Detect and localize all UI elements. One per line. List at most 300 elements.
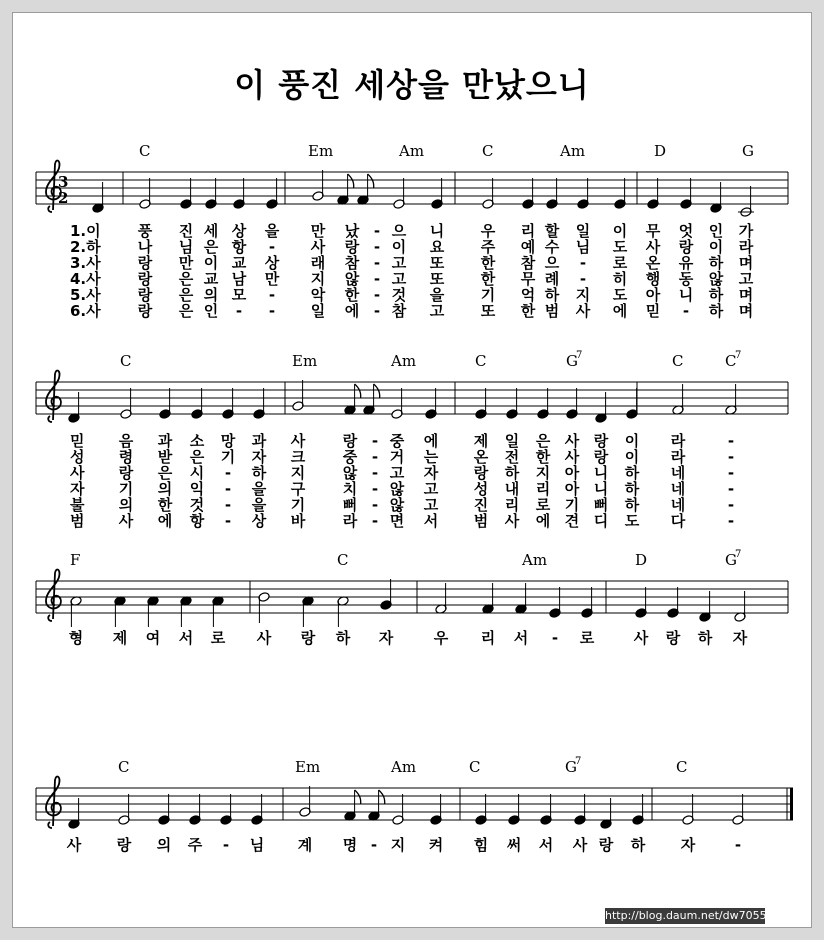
lyric-syllable: 상 — [264, 254, 280, 272]
lyric-syllable: 에 — [612, 302, 628, 320]
lyric-syllable: 주 — [480, 238, 496, 256]
lyric-syllable: - — [727, 480, 735, 498]
lyric-syllable: 에 — [535, 512, 551, 530]
time-signature-bottom: 2 — [58, 189, 69, 207]
lyric-syllable: 행 — [645, 270, 661, 288]
lyric-syllable: 무 — [520, 270, 536, 288]
lyric-syllable: 랑 — [593, 432, 609, 450]
lyric-syllable: - — [370, 836, 378, 854]
chord-symbol: Am — [391, 352, 417, 370]
lyric-syllable: 구 — [290, 480, 306, 498]
lyric-syllable: 만 — [178, 254, 194, 272]
lyric-syllable: 사 — [118, 512, 134, 530]
lyric-syllable: 기 — [118, 480, 134, 498]
lyric-syllable: - — [373, 270, 381, 288]
lyric-syllable: 을 — [429, 286, 445, 304]
song-title: 이 풍진 세상을 만났으니 — [234, 66, 590, 104]
lyric-syllable: 사 — [256, 629, 272, 647]
lyric-syllable: 다 — [670, 512, 686, 530]
chord-symbol: C — [672, 352, 684, 370]
lyric-syllable: 제 — [112, 629, 128, 647]
lyric-syllable: 을 — [251, 480, 267, 498]
lyric-syllable: 가 — [738, 222, 754, 240]
lyric-syllable: 이 — [612, 222, 628, 240]
lyric-syllable: 의 — [118, 496, 134, 514]
lyric-syllable: 중 — [389, 432, 405, 450]
lyric-syllable: 랑 — [137, 270, 153, 288]
lyric-syllable: 풍 — [137, 222, 153, 240]
lyric-syllable: 2.하 — [70, 238, 101, 256]
lyric-syllable: 은 — [178, 286, 194, 304]
lyric-syllable: 하 — [335, 629, 351, 647]
lyric-syllable: 서 — [513, 629, 529, 647]
lyric-syllable: 리 — [520, 222, 536, 240]
lyric-syllable: 사 — [575, 302, 591, 320]
eighth-flag — [348, 174, 354, 188]
lyric-syllable: 받 — [157, 448, 173, 466]
lyric-syllable: 이 — [391, 238, 407, 256]
lyric-syllable: 사 — [310, 238, 326, 256]
lyric-syllable: 자 — [251, 448, 267, 466]
lyric-syllable: 우 — [480, 222, 496, 240]
lyric-syllable: 자 — [70, 480, 85, 498]
eighth-flag — [374, 384, 380, 398]
lyric-syllable: - — [579, 270, 587, 288]
lyric-syllable: 않 — [342, 464, 358, 482]
lyric-syllable: 고 — [391, 270, 407, 288]
lyric-syllable: 의 — [156, 836, 172, 854]
lyric-syllable: 계 — [297, 836, 313, 854]
lyric-syllable: 내 — [504, 480, 520, 498]
lyric-syllable: 것 — [391, 286, 407, 304]
lyric-syllable: - — [551, 629, 559, 647]
lyric-syllable: 사 — [645, 238, 661, 256]
lyric-syllable: 모 — [231, 286, 247, 304]
lyric-syllable: 라 — [670, 432, 686, 450]
lyric-syllable: 기 — [480, 286, 496, 304]
lyric-syllable: 랑 — [678, 238, 694, 256]
lyric-syllable: 형 — [68, 629, 84, 647]
lyric-syllable: 교 — [231, 254, 247, 272]
lyric-syllable: 지 — [290, 464, 306, 482]
lyric-syllable: 랑 — [344, 238, 360, 256]
lyric-syllable: 범 — [544, 302, 560, 320]
lyric-syllable: 랑 — [593, 448, 609, 466]
chord-symbol: G — [566, 352, 578, 370]
lyric-syllable: - — [727, 512, 735, 530]
lyric-syllable: - — [371, 480, 379, 498]
lyric-syllable: 이 — [624, 448, 640, 466]
chord-superscript: 7 — [735, 350, 742, 361]
lyric-syllable: 상 — [251, 512, 267, 530]
lyric-syllable: 랑 — [137, 286, 153, 304]
chord-symbol: C — [469, 758, 481, 776]
lyric-syllable: 에 — [344, 302, 360, 320]
lyric-syllable: 하 — [624, 496, 640, 514]
lyric-syllable: 기 — [564, 496, 580, 514]
lyric-syllable: - — [224, 464, 232, 482]
lyric-syllable: 불 — [70, 496, 85, 514]
lyric-syllable: 네 — [670, 496, 686, 514]
lyric-syllable: - — [373, 254, 381, 272]
lyric-syllable: 참 — [520, 254, 536, 272]
lyric-syllable: 일 — [575, 222, 591, 240]
lyric-syllable: 랑 — [598, 836, 614, 854]
lyric-syllable: 은 — [178, 270, 194, 288]
lyric-syllable: 사 — [70, 464, 85, 482]
lyric-syllable: 네 — [670, 464, 686, 482]
chord-symbol: Em — [308, 142, 334, 160]
lyric-syllable: - — [371, 448, 379, 466]
lyric-syllable: 거 — [389, 448, 405, 466]
lyric-syllable: 랑 — [665, 629, 681, 647]
lyric-syllable: 을 — [251, 496, 267, 514]
lyric-syllable: 리 — [480, 629, 496, 647]
chord-symbol: C — [676, 758, 688, 776]
lyric-syllable: 한 — [157, 496, 173, 514]
lyric-syllable: - — [373, 286, 381, 304]
lyric-syllable: 랑 — [118, 464, 134, 482]
lyric-syllable: 이 — [203, 254, 219, 272]
lyric-syllable: - — [727, 496, 735, 514]
lyric-syllable: 써 — [506, 836, 522, 854]
lyric-syllable: 로 — [210, 629, 226, 647]
lyric-syllable: 전 — [504, 448, 520, 466]
lyric-syllable: 래 — [310, 254, 326, 272]
chord-superscript: 7 — [576, 350, 583, 361]
eighth-flag — [379, 790, 385, 804]
chord-symbol: C — [482, 142, 494, 160]
lyric-syllable: 서 — [538, 836, 554, 854]
lyric-syllable: - — [371, 432, 379, 450]
lyric-syllable: 사 — [633, 629, 649, 647]
lyric-syllable: 아 — [564, 464, 580, 482]
lyric-syllable: 성 — [473, 480, 489, 498]
chord-symbol: C — [337, 551, 349, 569]
chord-symbol: C — [725, 352, 737, 370]
lyric-syllable: 하 — [251, 464, 267, 482]
lyric-syllable: 니 — [593, 480, 609, 498]
lyric-syllable: 은 — [203, 238, 219, 256]
lyric-syllable: 음 — [118, 432, 134, 450]
lyric-syllable: 4.사 — [70, 270, 101, 288]
lyric-syllable: 않 — [708, 270, 724, 288]
lyric-syllable: - — [235, 302, 243, 320]
lyric-syllable: 리 — [504, 496, 520, 514]
lyric-syllable: 않 — [344, 270, 360, 288]
lyric-syllable: 엇 — [678, 222, 694, 240]
lyric-syllable: 지 — [390, 836, 406, 854]
lyric-syllable: - — [268, 238, 276, 256]
lyric-syllable: 항 — [189, 512, 205, 530]
lyric-syllable: 하 — [708, 254, 724, 272]
lyric-syllable: 인 — [203, 302, 219, 320]
lyric-syllable: 소 — [189, 432, 205, 450]
lyric-syllable: 으 — [544, 254, 560, 272]
lyric-syllable: 수 — [544, 238, 560, 256]
lyric-syllable: 3.사 — [70, 254, 101, 272]
lyric-syllable: 기 — [220, 448, 236, 466]
lyric-syllable: 남 — [231, 270, 247, 288]
lyric-syllable: 하 — [624, 464, 640, 482]
lyric-syllable: 나 — [137, 238, 153, 256]
lyric-syllable: - — [224, 512, 232, 530]
lyric-syllable: - — [727, 464, 735, 482]
lyric-syllable: 의 — [203, 286, 219, 304]
lyric-syllable: 은 — [189, 448, 205, 466]
lyric-syllable: 랑 — [137, 254, 153, 272]
chord-symbol: C — [475, 352, 487, 370]
lyric-syllable: 켜 — [428, 836, 444, 854]
lyric-syllable: 니 — [678, 286, 694, 304]
lyric-syllable: 온 — [473, 448, 489, 466]
lyric-syllable: 로 — [612, 254, 628, 272]
lyric-syllable: 인 — [708, 222, 724, 240]
lyric-syllable: 이 — [624, 432, 640, 450]
lyric-syllable: 고 — [423, 496, 439, 514]
chord-symbol: Am — [560, 142, 586, 160]
lyric-syllable: - — [371, 464, 379, 482]
lyric-syllable: 니 — [429, 222, 445, 240]
lyric-syllable: 진 — [178, 222, 194, 240]
lyric-syllable: 의 — [157, 480, 173, 498]
lyric-syllable: 고 — [391, 254, 407, 272]
lyric-syllable: 제 — [473, 432, 489, 450]
lyric-syllable: 하 — [504, 464, 520, 482]
lyric-syllable: 하 — [544, 286, 560, 304]
lyric-syllable: 참 — [391, 302, 407, 320]
lyric-syllable: 또 — [480, 302, 496, 320]
lyric-syllable: 성 — [70, 448, 85, 466]
lyric-syllable: 리 — [535, 480, 551, 498]
lyric-syllable: 하 — [624, 480, 640, 498]
lyric-syllable: 믿 — [70, 432, 85, 450]
final-bar-thick — [790, 788, 793, 820]
lyric-syllable: 디 — [593, 512, 609, 530]
lyric-syllable: 우 — [433, 629, 449, 647]
chord-symbol: D — [635, 551, 648, 569]
lyric-syllable: 또 — [429, 270, 445, 288]
lyric-syllable: 익 — [189, 480, 205, 498]
lyric-syllable: - — [371, 512, 379, 530]
lyric-syllable: 로 — [579, 629, 595, 647]
lyric-syllable: 령 — [118, 448, 134, 466]
lyric-syllable: 에 — [423, 432, 439, 450]
eighth-flag — [368, 174, 374, 188]
lyric-syllable: 것 — [189, 496, 205, 514]
lyric-syllable: 예 — [520, 238, 536, 256]
lyric-syllable: 니 — [593, 464, 609, 482]
lyric-syllable: 자 — [680, 836, 696, 854]
lyric-syllable: 며 — [738, 302, 754, 320]
lyric-syllable: - — [727, 432, 735, 450]
lyric-syllable: 일 — [504, 432, 520, 450]
lyric-syllable: 교 — [203, 270, 219, 288]
lyric-syllable: 바 — [290, 512, 306, 530]
lyric-syllable: - — [222, 836, 230, 854]
lyric-syllable: 세 — [203, 222, 219, 240]
eighth-flag — [355, 790, 361, 804]
lyric-syllable: 님 — [178, 238, 194, 256]
lyric-syllable: 로 — [535, 496, 551, 514]
lyric-syllable: 범 — [473, 512, 489, 530]
chord-symbol: C — [139, 142, 151, 160]
lyric-syllable: 났 — [344, 222, 360, 240]
lyric-syllable: 은 — [535, 432, 551, 450]
lyric-syllable: 않 — [389, 496, 405, 514]
lyric-syllable: 믿 — [645, 302, 661, 320]
lyric-syllable: 을 — [264, 222, 280, 240]
eighth-flag — [355, 384, 361, 398]
lyric-syllable: 사 — [504, 512, 520, 530]
chord-symbol: Am — [391, 758, 417, 776]
lyric-syllable: 며 — [738, 254, 754, 272]
lyric-syllable: 기 — [290, 496, 306, 514]
lyric-syllable: 아 — [564, 480, 580, 498]
lyric-syllable: 지 — [575, 286, 591, 304]
lyric-syllable: 중 — [342, 448, 358, 466]
chord-symbol: Am — [399, 142, 425, 160]
lyric-syllable: - — [224, 496, 232, 514]
lyric-syllable: 악 — [310, 286, 326, 304]
lyric-syllable: 주 — [187, 836, 203, 854]
lyric-syllable: 는 — [423, 448, 439, 466]
lyric-syllable: 며 — [738, 286, 754, 304]
lyric-syllable: 견 — [564, 512, 580, 530]
lyric-syllable: 뻐 — [342, 496, 358, 514]
lyric-syllable: 지 — [310, 270, 326, 288]
lyric-syllable: 랑 — [342, 432, 358, 450]
lyric-syllable: 동 — [678, 270, 694, 288]
lyric-syllable: - — [373, 302, 381, 320]
lyric-syllable: 한 — [480, 254, 496, 272]
lyric-syllable: 한 — [535, 448, 551, 466]
lyric-syllable: 할 — [544, 222, 560, 240]
lyric-syllable: 례 — [544, 270, 560, 288]
lyric-syllable: 서 — [178, 629, 194, 647]
lyric-syllable: 에 — [157, 512, 173, 530]
lyric-syllable: 사 — [564, 432, 580, 450]
lyric-syllable: 항 — [231, 238, 247, 256]
lyric-syllable: 과 — [251, 432, 267, 450]
lyric-syllable: 랑 — [116, 836, 132, 854]
lyric-syllable: - — [682, 302, 690, 320]
lyric-syllable: 치 — [342, 480, 358, 498]
lyric-syllable: 시 — [189, 464, 205, 482]
lyric-syllable: 온 — [645, 254, 661, 272]
lyric-syllable: 만 — [310, 222, 326, 240]
lyric-syllable: 하 — [630, 836, 646, 854]
lyric-syllable: 명 — [342, 836, 358, 854]
lyric-syllable: 5.사 — [70, 286, 101, 304]
lyric-syllable: 뻐 — [593, 496, 609, 514]
lyric-syllable: 고 — [429, 302, 445, 320]
lyric-syllable: 않 — [389, 480, 405, 498]
lyric-syllable: 과 — [157, 432, 173, 450]
time-signature-top: 3 — [58, 173, 69, 191]
lyric-syllable: 여 — [145, 629, 161, 647]
lyric-syllable: - — [373, 238, 381, 256]
lyric-syllable: 이 — [708, 238, 724, 256]
lyric-syllable: 힘 — [473, 836, 489, 854]
lyric-syllable: 히 — [612, 270, 628, 288]
chord-symbol: Am — [522, 551, 548, 569]
lyric-syllable: 고 — [389, 464, 405, 482]
lyric-syllable: 한 — [480, 270, 496, 288]
lyric-syllable: 억 — [520, 286, 536, 304]
chord-symbol: G — [725, 551, 737, 569]
lyric-syllable: - — [579, 254, 587, 272]
lyric-syllable: 크 — [290, 448, 306, 466]
lyric-syllable: 참 — [344, 254, 360, 272]
lyric-syllable: 사 — [572, 836, 588, 854]
chord-symbol: D — [654, 142, 667, 160]
lyric-syllable: 랑 — [473, 464, 489, 482]
chord-superscript: 7 — [575, 756, 582, 767]
lyric-syllable: 네 — [670, 480, 686, 498]
lyric-syllable: 도 — [612, 286, 628, 304]
lyric-syllable: 면 — [389, 512, 405, 530]
lyric-syllable: 은 — [178, 302, 194, 320]
lyric-syllable: 사 — [564, 448, 580, 466]
lyric-syllable: 유 — [678, 254, 694, 272]
chord-symbol: F — [70, 551, 81, 569]
lyric-syllable: 으 — [391, 222, 407, 240]
lyric-syllable: 자 — [378, 629, 394, 647]
lyric-syllable: 1.이 — [70, 222, 101, 240]
lyric-syllable: - — [734, 836, 742, 854]
lyric-syllable: 하 — [708, 302, 724, 320]
lyric-syllable: 한 — [520, 302, 536, 320]
lyric-syllable: 사 — [290, 432, 306, 450]
lyric-syllable: 한 — [344, 286, 360, 304]
lyric-syllable: 하 — [708, 286, 724, 304]
lyric-syllable: 요 — [429, 238, 445, 256]
lyric-syllable: 만 — [264, 270, 280, 288]
lyric-syllable: 은 — [157, 464, 173, 482]
lyric-syllable: 범 — [70, 512, 85, 530]
chord-superscript: 7 — [735, 549, 742, 560]
lyric-syllable: 자 — [732, 629, 748, 647]
lyric-syllable: 님 — [575, 238, 591, 256]
lyric-syllable: - — [224, 480, 232, 498]
lyric-syllable: 사 — [66, 836, 82, 854]
lyric-syllable: - — [373, 222, 381, 240]
lyric-syllable: 님 — [249, 836, 265, 854]
lyric-syllable: 고 — [423, 480, 439, 498]
blog-credit: http://blog.daum.net/dw7055 — [605, 909, 767, 922]
chord-symbol: G — [565, 758, 577, 776]
lyric-syllable: 6.사 — [70, 302, 101, 320]
lyric-syllable: 지 — [535, 464, 551, 482]
lyric-syllable: 진 — [473, 496, 489, 514]
lyric-syllable: 일 — [310, 302, 326, 320]
lyric-syllable: 아 — [645, 286, 661, 304]
lyric-syllable: - — [268, 302, 276, 320]
lyric-syllable: 망 — [220, 432, 236, 450]
lyric-syllable: 랑 — [137, 302, 153, 320]
lyric-syllable: 라 — [738, 238, 754, 256]
lyric-syllable: 라 — [670, 448, 686, 466]
lyric-syllable: - — [268, 286, 276, 304]
chord-symbol: G — [742, 142, 754, 160]
chord-symbol: Em — [295, 758, 321, 776]
lyric-syllable: - — [371, 496, 379, 514]
lyric-syllable: 자 — [423, 464, 439, 482]
lyric-syllable: - — [727, 448, 735, 466]
lyric-syllable: 도 — [624, 512, 640, 530]
lyric-syllable: 랑 — [300, 629, 316, 647]
